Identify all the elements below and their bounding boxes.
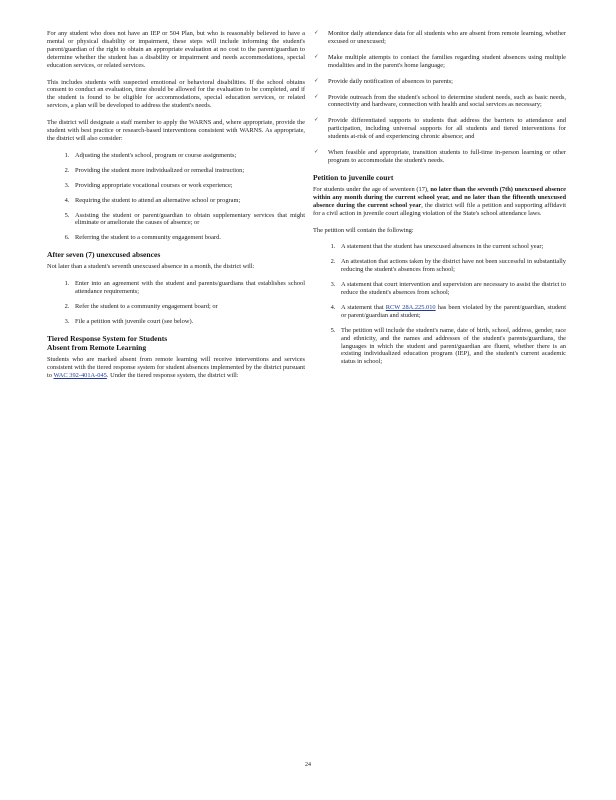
- disability-evaluation-paragraph: For any student who does not have an IEP or 504 Plan, but who is reasonably believed to have a mental or physical disability or impairment, these steps will include informing the student's parent/guardian of the right to obtain an appropriate evaluation at no cost to the parent/guardian to determine whether the student has a disability or impairment and needs accommodations, special education services, or related services.: [47, 30, 305, 69]
- seven-absences-heading: After seven (7) unexcused absences: [47, 250, 161, 260]
- left-column: [47, 30, 305, 388]
- list-item: [337, 304, 566, 320]
- list-item: 3. A statement that court intervention and supervision are necessary to assist the district to reduce the student's absences from school;: [337, 281, 566, 297]
- list-item: 1. Adjusting the student's school, program or course assignments;: [71, 152, 305, 160]
- list-item: ✓ Provide daily notification of absences to parents;: [313, 78, 566, 86]
- list-item: 2. Refer the student to a community engagement board; or: [71, 303, 305, 311]
- list-item: ✓ Make multiple attempts to contact the families regarding student absences using multiple modalities and in the parent's home language;: [313, 54, 566, 70]
- petition-text-bold: no later than the seventh (7th) unexcused absence within any month during the current school year, and no later than the fifteenth unexcused absence during the current school year: [313, 185, 566, 209]
- list-item: 5. Assisting the student or parent/guardian to obtain supplementary services that might eliminate or ameliorate the causes of absence; or: [71, 212, 305, 228]
- list-item: 3. Providing appropriate vocational courses or work experience;: [71, 182, 305, 190]
- intervention-options-list: [47, 152, 305, 242]
- petition-text-b: , the district will file a petition and supporting affidavit for a civil action in juvenile court alleging violation of the State's school attendance laws.: [313, 201, 566, 217]
- tiered-response-heading-line1: Tiered Response System for Students: [47, 333, 168, 343]
- tiered-response-heading: [47, 334, 305, 352]
- petition-contents-intro: The petition will contain the following:: [313, 226, 414, 234]
- page-number: 24: [305, 762, 311, 768]
- list-item: ✓ Monitor daily attendance data for all students who are absent from remote learning, whether excused or unexcused;: [313, 30, 566, 46]
- petition-heading: Petition to juvenile court: [313, 172, 394, 182]
- list-item: 3. File a petition with juvenile court (see below).: [71, 318, 305, 326]
- list-item: 5. The petition will include the student's name, date of birth, school, address, gender, race and ethnicity, and the names and addresses of the student's parents/guardians, the languages in which the student and parent/guardian are fluent, whether there is an existing individualized education program (IEP), and the student's current academic status in school;: [337, 327, 566, 367]
- list-item: ✓ When feasible and appropriate, transition students to full-time in-person learning or other program to accommodate the student's needs.: [313, 149, 566, 165]
- petition-text-a: For students under the age of seventeen (17),: [313, 185, 431, 193]
- remote-learning-text-a: Students who are marked absent from remote learning will receive interventions and services consistent with the tiered response system for student absences implemented by the district pursuant to: [47, 355, 305, 379]
- list-item: 2. An attestation that actions taken by the district have not been successful in substantially reducing the student's absences from school;: [337, 258, 566, 274]
- warns-paragraph: The district will designate a staff member to apply the WARNS and, where appropriate, provide the student with best practice or research-based interventions consistent with WARNS. As appropriate, the district will also consider:: [47, 119, 305, 142]
- list-item: 1. Enter into an agreement with the student and parents/guardians that establishes school attendance requirements;: [71, 280, 305, 296]
- wac-link[interactable]: WAC 392-401A-045: [53, 371, 107, 379]
- list-item: 1. A statement that the student has unexcused absences in the current school year;: [337, 243, 566, 251]
- emotional-disabilities-paragraph: This includes students with suspected emotional or behavioral disabilities. If the school obtains consent to conduct an evaluation, time should be allowed for the evaluation to be completed, and if the student is found to be eligible for accommodations, special education services, or related services, a plan will be developed to address the student's needs.: [47, 78, 305, 110]
- rcw-text-a: A statement that: [341, 303, 386, 311]
- tiered-response-bullets: [313, 30, 566, 165]
- remote-learning-paragraph: [47, 356, 305, 380]
- list-item: ✓ Provide outreach from the student's school to determine student needs, such as basic needs, connectivity and hardware, connection with health and social services as necessary;: [313, 94, 566, 110]
- list-item: ✓ Provide differentiated supports to students that address the barriers to attendance and participation, including universal supports for all students and tiered interventions for students at-risk of and experiencing chronic absence; and: [313, 117, 566, 141]
- seventh-absence-actions-list: [47, 280, 305, 326]
- petition-contents-list: [313, 243, 566, 366]
- remote-learning-text-b: . Under the tiered response system, the district will:: [106, 371, 239, 379]
- rcw-link[interactable]: RCW 28A.225.010: [385, 303, 436, 311]
- list-item: 2. Providing the student more individualized or remedial instruction;: [71, 167, 305, 175]
- right-column: [313, 30, 566, 374]
- petition-paragraph: [313, 186, 566, 218]
- tiered-response-heading-line2: Absent from Remote Learning: [47, 342, 147, 352]
- rcw-text-b: has been violated by the parent/guardian, student or parent/guardian and student;: [341, 303, 566, 319]
- list-item: 4. Requiring the student to attend an alternative school or program;: [71, 197, 305, 205]
- seventh-absence-paragraph: Not later than a student's seventh unexcused absence in a month, the district will:: [47, 263, 255, 271]
- list-item: 6. Referring the student to a community engagement board.: [71, 234, 305, 242]
